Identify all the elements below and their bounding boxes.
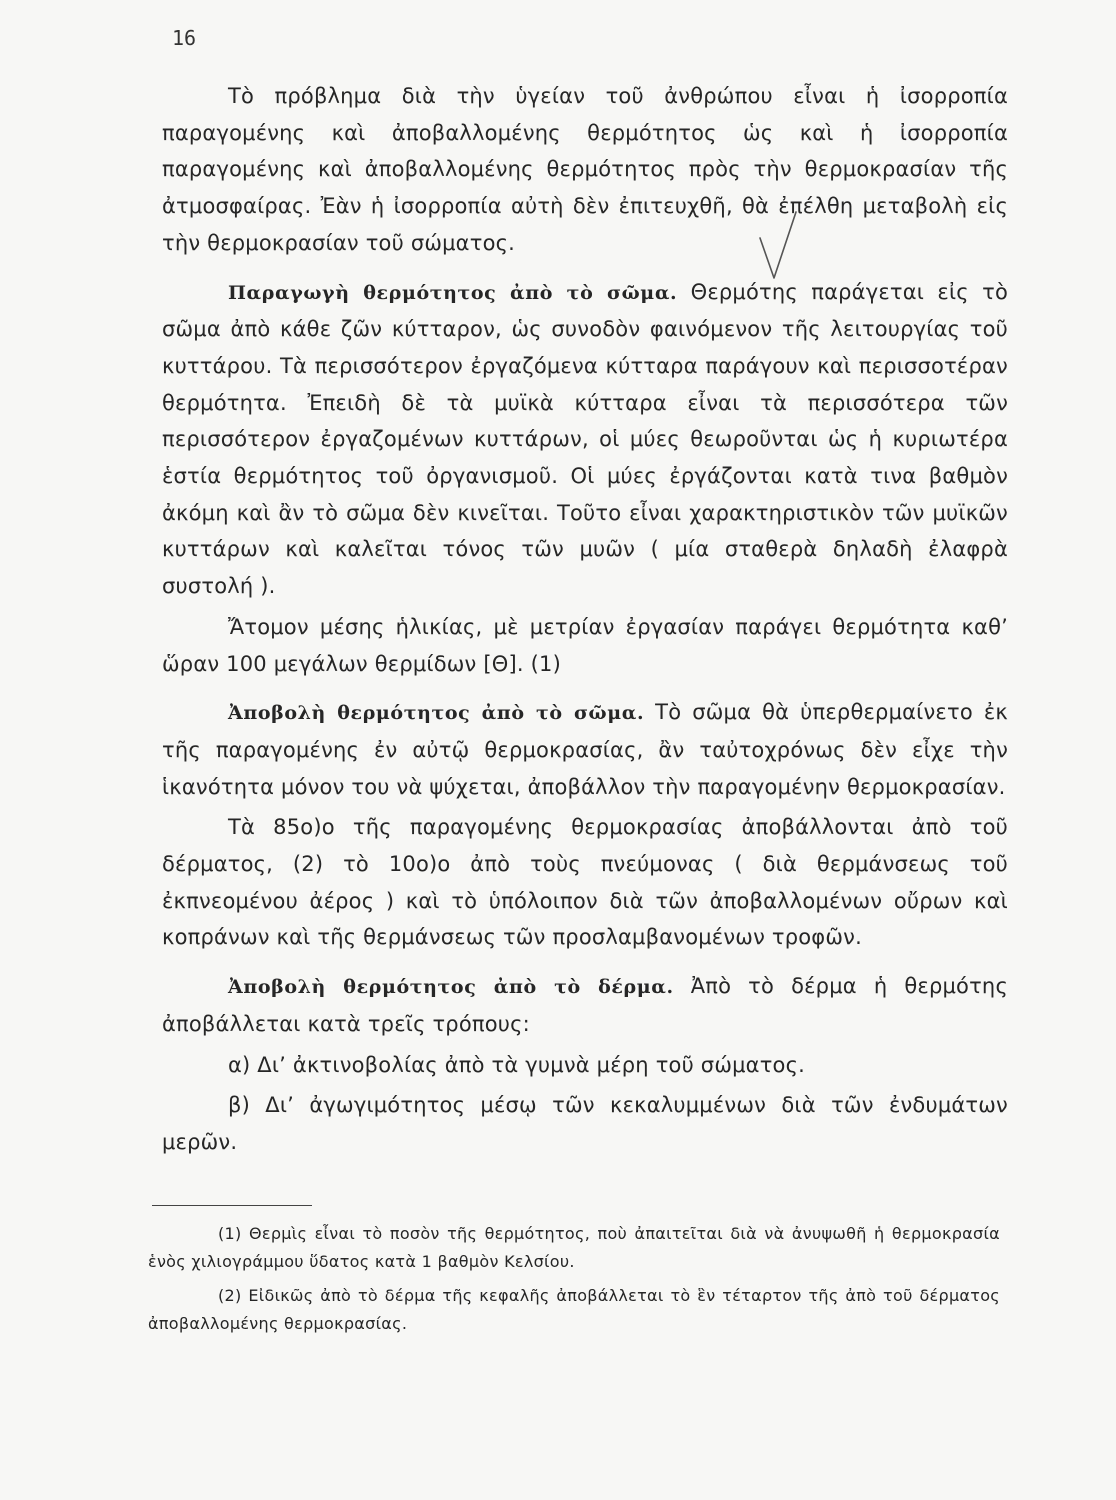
paragraph-text: Θερμότης παράγεται εἰς τὸ σῶμα ἀπὸ κάθε ζῶν κύτταρον, ὡς συνοδὸν φαινόμενον τῆς λειτουργίας τοῦ κυττάρου. Τὰ περισσότερον ἐργαζόμενα κύτταρα παράγουν καὶ περισσοτέραν θερμότητα. Ἐπειδὴ δὲ τὰ μυϊκὰ κύτταρα εἶναι τὰ περισσότερα τῶν περισσότερον ἐργαζομένων κυττάρων, οἱ μύες θεωροῦνται ὡς ἡ κυριωτέρα ἑστία θερμότητος τοῦ ὀργανισμοῦ. Οἱ μύες ἐργάζονται κατὰ τινα βαθμὸν ἀκόμη καὶ ἂν τὸ σῶμα δὲν κινεῖται. Τοῦτο εἶναι χαρακτηριστικὸν τῶν μυϊκῶν κυττάρων καὶ καλεῖται τόνος τῶν μυῶν ( μία σταθερὰ δηλαδὴ ἐλαφρὰ συστολή ). xyxy=(162,279,1009,599)
list-item-conduction xyxy=(162,1087,1008,1160)
paragraph-text: Τὰ 85ο)ο τῆς παραγομένης θερμοκρασίας ἀποβάλλονται ἀπὸ τοῦ δέρματος, (2) τὸ 10ο)ο ἀπὸ τοὺς πνεύμονας ( διὰ θερμάνσεως τοῦ ἐκπνεομένου ἀέρος ) καὶ τὸ ὑπόλοιπον διὰ τῶν ἀποβαλλομένων οὔρων καὶ κοπράνων καὶ τῆς θερμάνσεως τῶν προσλαμβανομένων τροφῶν. xyxy=(162,815,1008,950)
paragraph-calories xyxy=(162,609,1008,682)
paragraph-heat-balance xyxy=(162,78,1008,262)
footnotes xyxy=(148,1220,1000,1338)
paragraph-text: Ἀπὸ τὸ δέρμα ἡ θερμότης ἀποβάλλεται κατὰ τρεῖς τρόπους: xyxy=(162,974,1008,1036)
paragraph-text: Τὸ πρόβλημα διὰ τὴν ὑγείαν τοῦ ἀνθρώπου εἶναι ἡ ἰσορροπία παραγομένης καὶ ἀποβαλλομένης θερμότητος ὡς καὶ ἡ ἰσορροπία παραγομένης καὶ ἀποβαλλομένης θερμότητος πρὸς τὴν θερμοκρασίαν τῆς ἀτμοσφαίρας. Ἐὰν ἡ ἰσορροπία αὐτὴ δὲν ἐπιτευχθῆ, θὰ ἐπέλθη μεταβολὴ εἰς τὴν θερμοκρασίαν τοῦ σώματος. xyxy=(162,84,1008,255)
paragraph-text: Ἄτομον μέσης ἡλικίας, μὲ μετρίαν ἐργασίαν παράγει θερμότητα καθ’ ὥραν 100 μεγάλων θερμίδων [Θ]. (1) xyxy=(162,614,1008,676)
footnote-2: (2) Εἰδικῶς ἀπὸ τὸ δέρμα τῆς κεφαλῆς ἀποβάλλεται τὸ ἓν τέταρτον τῆς ἀπὸ τοῦ δέρματος ἀποβαλλομένης θερμοκρασίας. xyxy=(148,1286,1000,1333)
paragraph-text: α) Δι’ ἀκτινοβολίας ἀπὸ τὰ γυμνὰ μέρη τοῦ σώματος. xyxy=(228,1052,805,1077)
paragraph-text: β) Δι’ ἀγωγιμότητος μέσῳ τῶν κεκαλυμμένων διὰ τῶν ἐνδυμάτων μερῶν. xyxy=(162,1093,1008,1154)
paragraph-heat-distribution xyxy=(162,809,1008,956)
paragraph-text: Τὸ σῶμα θὰ ὑπερθερμαίνετο ἐκ τῆς παραγομένης ἐν αὐτῷ θερμοκρασίας, ἂν ταὐτοχρόνως δὲν εἶχε τὴν ἱκανότητα μόνον του νὰ ψύχεται, ἀποβάλλον τὴν παραγομένην θερμοκρασίαν. xyxy=(162,700,1008,799)
handwritten-check-mark xyxy=(752,208,822,288)
section-heading: Ἀποβολὴ θερμότητος ἀπὸ τὸ δέρμα. xyxy=(228,976,674,999)
list-item-radiation xyxy=(162,1047,1008,1084)
body-text xyxy=(162,78,1008,1161)
page-number: 16 xyxy=(172,26,197,50)
section-heading: Παραγωγὴ θερμότητος ἀπὸ τὸ σῶμα. xyxy=(228,281,678,304)
paragraph-skin-heat-loss xyxy=(162,968,1008,1042)
paragraph-heat-loss xyxy=(162,694,1008,805)
footnote-divider xyxy=(152,1205,312,1206)
footnote-1: (1) Θερμὶς εἶναι τὸ ποσὸν τῆς θερμότητος, ποὺ ἀπαιτεῖται διὰ νὰ ἀνυψωθῆ ἡ θερμοκρασία ἑνὸς χιλιογράμμου ὕδατος κατὰ 1 βαθμὸν Κελσίου. xyxy=(148,1224,1000,1271)
section-heading: Ἀποβολὴ θερμότητος ἀπὸ τὸ σῶμα. xyxy=(228,702,645,725)
paragraph-heat-production xyxy=(162,274,1008,605)
